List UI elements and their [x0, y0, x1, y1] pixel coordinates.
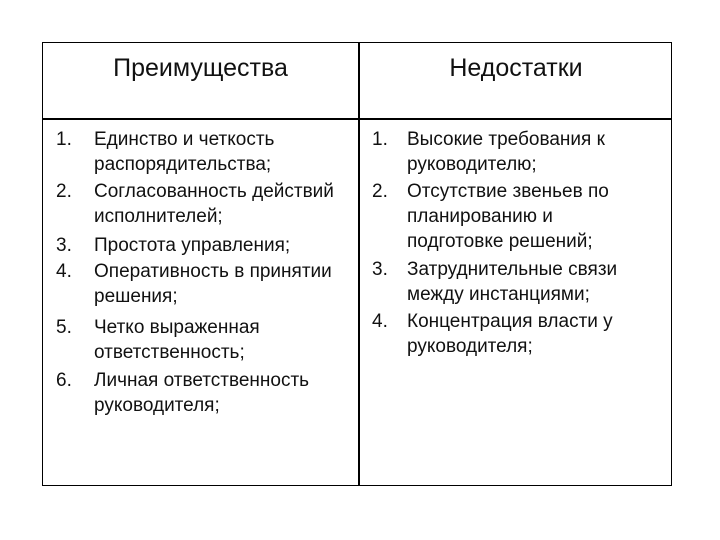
item-text: Концентрация власти у руководителя;: [407, 311, 613, 357]
column-divider: [358, 43, 360, 485]
item-text: Высокие требования к руководителю;: [407, 129, 605, 175]
item-number: 5.: [56, 317, 72, 338]
item-number: 1.: [372, 129, 388, 150]
item-number: 4.: [56, 261, 72, 282]
header-disadvantages: Недостатки: [449, 54, 583, 82]
item-text: Согласованность действий исполнителей;: [94, 181, 334, 227]
item-text: Простота управления;: [94, 235, 291, 256]
item-text: Единство и четкость распорядительства;: [94, 129, 275, 175]
item-text: Затруднительные связи между инстанциями;: [407, 259, 618, 305]
item-number: 3.: [372, 259, 388, 280]
item-number: 2.: [372, 181, 388, 202]
item-number: 4.: [372, 311, 388, 332]
item-text: Личная ответственность руководителя;: [94, 370, 310, 416]
item-number: 1.: [56, 129, 72, 150]
item-text: Четко выраженная ответственность;: [94, 317, 260, 363]
item-number: 6.: [56, 370, 72, 391]
comparison-table: [42, 42, 672, 486]
item-text: Оперативность в принятии решения;: [94, 261, 332, 307]
item-number: 2.: [56, 181, 72, 202]
header-advantages: Преимущества: [113, 54, 288, 82]
item-number: 3.: [56, 235, 72, 256]
item-text: Отсутствие звеньев по планированию и подготовке решений;: [407, 181, 609, 252]
header-divider: [43, 118, 671, 120]
